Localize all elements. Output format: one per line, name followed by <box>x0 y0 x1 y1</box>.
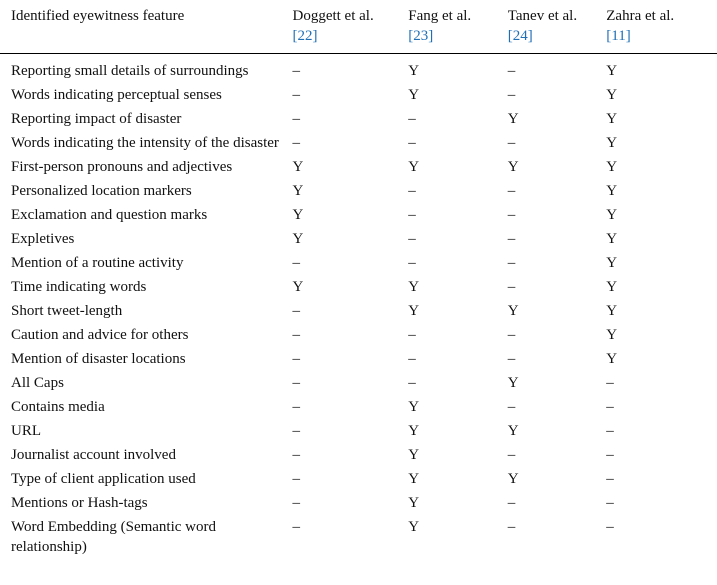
cell-tanev: Y <box>507 302 519 319</box>
header-fang-label: Fang et al. <box>408 8 472 24</box>
table-row <box>0 322 717 346</box>
table-row <box>0 226 717 250</box>
cell-fang: Y <box>408 62 420 79</box>
cell-tanev: Y <box>507 470 519 487</box>
citation-link-11[interactable]: [11] <box>606 28 631 44</box>
cell-doggett: – <box>292 326 300 343</box>
header-zahra <box>606 0 717 53</box>
feature-cell: Reporting impact of disaster <box>11 110 182 127</box>
header-doggett-label: Doggett et al. <box>292 8 374 24</box>
table-row <box>0 106 717 130</box>
feature-cell: Personalized location markers <box>11 182 192 199</box>
citation-link-22[interactable]: [22] <box>292 28 318 44</box>
table-row <box>0 298 717 322</box>
cell-tanev: Y <box>507 110 519 127</box>
table-row <box>0 154 717 178</box>
header-doggett <box>292 0 408 53</box>
cell-doggett: – <box>292 494 300 511</box>
cell-tanev: – <box>507 62 516 79</box>
cell-zahra: Y <box>606 302 618 319</box>
cell-doggett: – <box>292 350 300 367</box>
feature-cell: Mention of disaster locations <box>11 350 186 367</box>
cell-fang: Y <box>408 86 420 103</box>
table-row <box>0 53 717 82</box>
cell-doggett: – <box>292 398 300 415</box>
cell-fang: Y <box>408 470 420 487</box>
cell-fang: Y <box>408 158 420 175</box>
table-row <box>0 250 717 274</box>
cell-doggett: – <box>292 86 300 103</box>
cell-zahra: Y <box>606 350 618 367</box>
feature-cell: Mentions or Hash-tags <box>11 494 148 511</box>
cell-fang: – <box>408 134 416 151</box>
cell-zahra: Y <box>606 134 618 151</box>
cell-tanev: Y <box>507 374 519 391</box>
cell-fang: – <box>408 206 416 223</box>
feature-cell: Mention of a routine activity <box>11 254 184 271</box>
cell-doggett: – <box>292 374 300 391</box>
header-tanev <box>508 0 607 53</box>
cell-tanev: – <box>507 494 516 511</box>
cell-doggett: – <box>292 302 300 319</box>
feature-cell: URL <box>11 422 41 439</box>
header-row <box>0 0 717 53</box>
feature-cell: Short tweet-length <box>11 302 123 319</box>
table-row <box>0 202 717 226</box>
header-zahra-label: Zahra et al. <box>606 8 675 24</box>
cell-fang: – <box>408 326 416 343</box>
cell-tanev: – <box>507 182 516 199</box>
cell-zahra: Y <box>606 230 618 247</box>
cell-zahra: – <box>606 374 614 391</box>
cell-tanev: – <box>507 350 516 367</box>
cell-tanev: Y <box>507 158 519 175</box>
cell-doggett: Y <box>292 182 304 199</box>
cell-doggett: – <box>292 134 300 151</box>
table-header <box>0 0 717 53</box>
cell-fang: Y <box>408 494 420 511</box>
cell-doggett: – <box>292 62 300 79</box>
cell-doggett: Y <box>292 158 304 175</box>
cell-doggett: – <box>292 518 300 535</box>
cell-doggett: Y <box>292 278 304 295</box>
cell-tanev: – <box>507 278 516 295</box>
cell-tanev: – <box>507 230 516 247</box>
cell-tanev: – <box>507 446 516 463</box>
table-row <box>0 130 717 154</box>
cell-zahra: Y <box>606 182 618 199</box>
cell-fang: – <box>408 254 416 271</box>
table-row <box>0 370 717 394</box>
header-fang <box>408 0 508 53</box>
cell-fang: – <box>408 350 416 367</box>
table-row <box>0 178 717 202</box>
header-feature-label: Identified eyewitness feature <box>11 8 185 24</box>
feature-cell: Caution and advice for others <box>11 326 189 343</box>
cell-tanev: – <box>507 398 516 415</box>
feature-cell: Words indicating the intensity of the disaster <box>11 134 279 151</box>
table-row <box>0 490 717 514</box>
cell-tanev: – <box>507 518 516 535</box>
cell-doggett: – <box>292 422 300 439</box>
table-body <box>0 53 717 558</box>
cell-zahra: – <box>606 494 614 511</box>
feature-cell: Exclamation and question marks <box>11 206 208 223</box>
cell-zahra: – <box>606 470 614 487</box>
header-tanev-label: Tanev et al. <box>507 8 578 24</box>
cell-zahra: Y <box>606 254 618 271</box>
cell-fang: – <box>408 110 416 127</box>
cell-fang: Y <box>408 518 420 535</box>
cell-zahra: Y <box>606 278 618 295</box>
feature-cell: Reporting small details of surroundings <box>11 62 249 79</box>
cell-doggett: – <box>292 110 300 127</box>
table-row <box>0 442 717 466</box>
cell-tanev: – <box>507 134 516 151</box>
cell-fang: Y <box>408 422 420 439</box>
cell-tanev: Y <box>507 422 519 439</box>
cell-doggett: – <box>292 470 300 487</box>
cell-fang: Y <box>408 446 420 463</box>
feature-cell: Expletives <box>11 230 75 247</box>
cell-zahra: Y <box>606 326 618 343</box>
cell-zahra: Y <box>606 206 618 223</box>
cell-zahra: Y <box>606 86 618 103</box>
feature-cell: First-person pronouns and adjectives <box>11 158 233 175</box>
cell-fang: – <box>408 374 416 391</box>
table-row <box>0 82 717 106</box>
feature-cell: Type of client application used <box>11 470 196 487</box>
table-row <box>0 418 717 442</box>
cell-zahra: – <box>606 446 614 463</box>
feature-cell: Time indicating words <box>11 278 147 295</box>
feature-cell: All Caps <box>11 374 64 391</box>
table-row <box>0 466 717 490</box>
cell-doggett: – <box>292 446 300 463</box>
cell-fang: – <box>408 182 416 199</box>
cell-zahra: – <box>606 422 614 439</box>
cell-tanev: – <box>507 206 516 223</box>
feature-cell: Word Embedding (Semantic word relationship) <box>11 518 216 555</box>
table-row <box>0 394 717 418</box>
cell-doggett: – <box>292 254 300 271</box>
cell-zahra: Y <box>606 62 618 79</box>
cell-zahra: – <box>606 398 614 415</box>
cell-tanev: – <box>507 254 516 271</box>
table-row <box>0 346 717 370</box>
header-feature <box>0 0 292 53</box>
cell-fang: Y <box>408 278 420 295</box>
cell-zahra: Y <box>606 158 618 175</box>
citation-link-23[interactable]: [23] <box>408 28 434 44</box>
cell-zahra: – <box>606 518 614 535</box>
cell-doggett: Y <box>292 230 304 247</box>
feature-cell: Journalist account involved <box>11 446 176 463</box>
feature-cell: Contains media <box>11 398 105 415</box>
cell-doggett: Y <box>292 206 304 223</box>
cell-tanev: – <box>507 86 516 103</box>
cell-fang: Y <box>408 398 420 415</box>
cell-fang: – <box>408 230 416 247</box>
feature-cell: Words indicating perceptual senses <box>11 86 222 103</box>
cell-zahra: Y <box>606 110 618 127</box>
table-row <box>0 274 717 298</box>
cell-fang: Y <box>408 302 420 319</box>
citation-link-24[interactable]: [24] <box>507 28 533 44</box>
table-row <box>0 514 717 558</box>
cell-tanev: – <box>507 326 516 343</box>
